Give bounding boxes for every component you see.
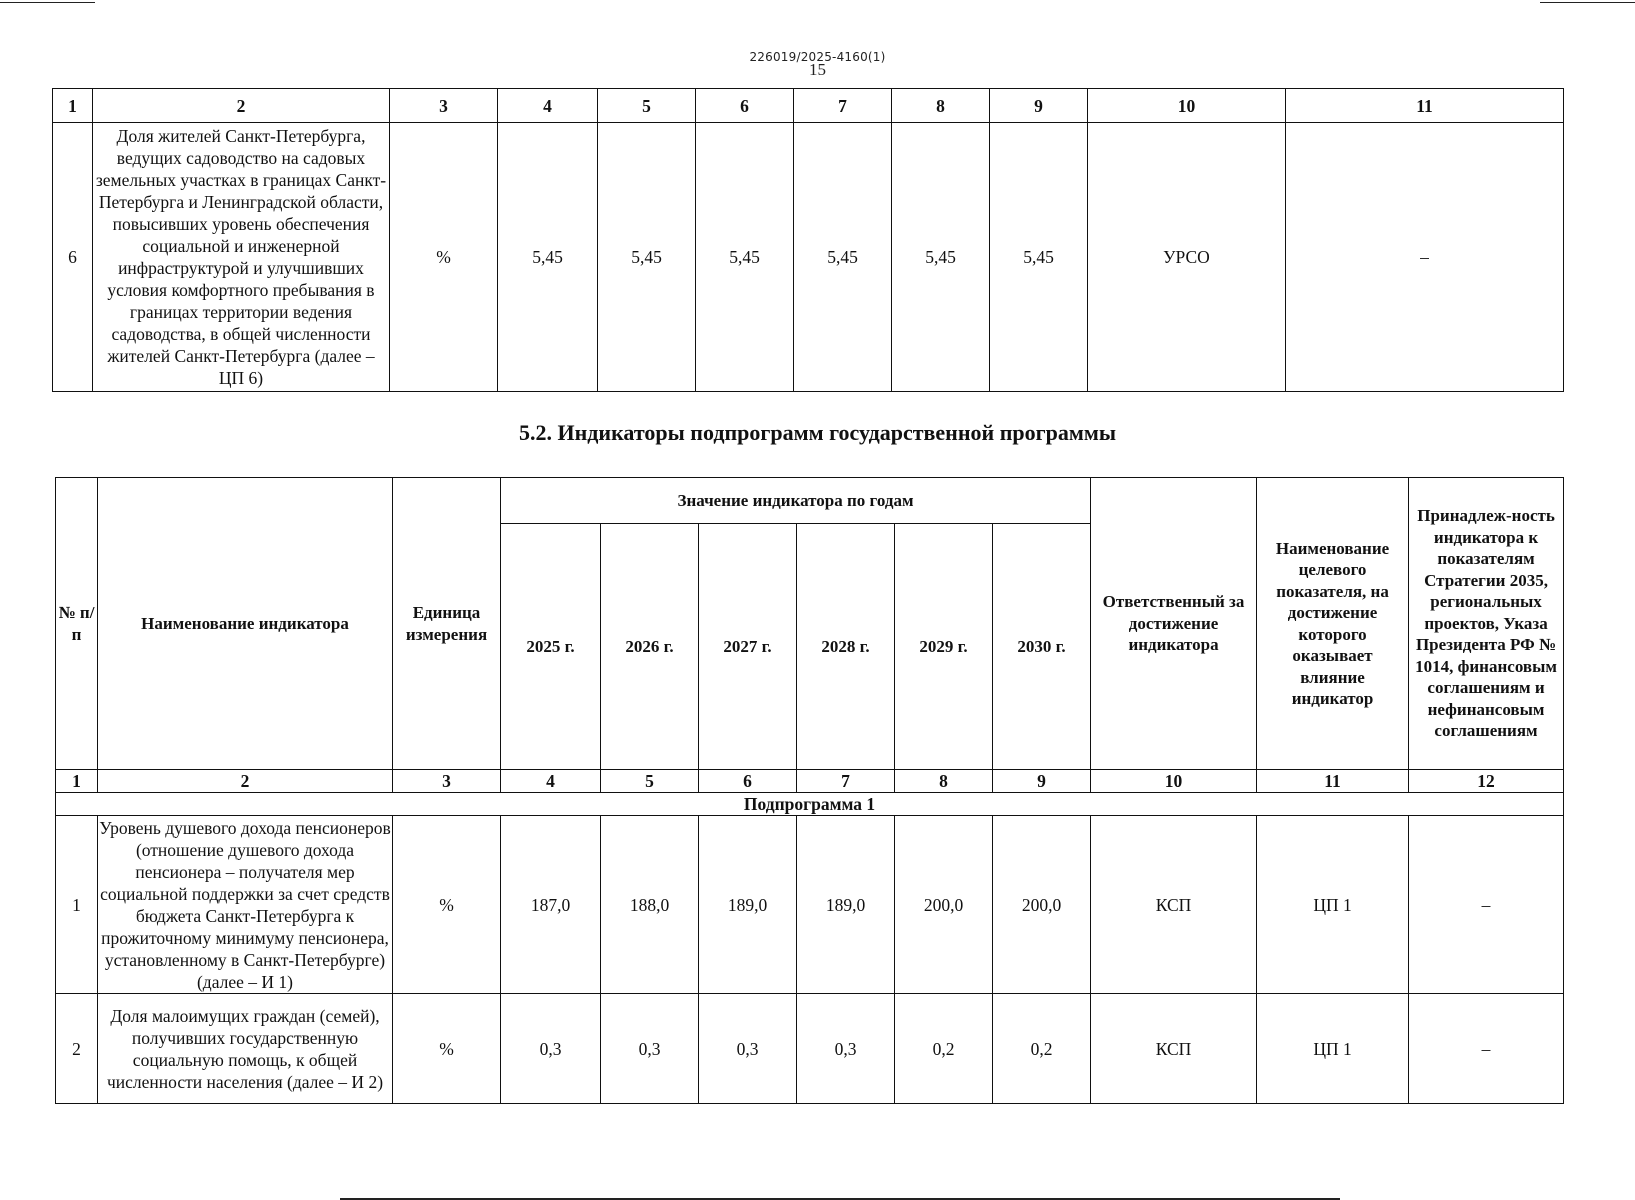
col-num: 2 [98, 770, 393, 793]
header-num: № п/п [56, 478, 98, 770]
header-target: Наименование целевого показателя, на достижение которого оказывает влияние индикатор [1257, 478, 1409, 770]
header-belonging: Принадлеж-ность индикатора к показателям Стратегии 2035, региональных проектов, Указа Президента РФ № 1014, финансовым соглашениям и нефинансовым соглашениям [1409, 478, 1564, 770]
value-cell: 5,45 [696, 123, 794, 392]
col-num: 1 [53, 89, 93, 123]
col-num: 4 [501, 770, 601, 793]
value-cell: 5,45 [794, 123, 892, 392]
header-year: 2030 г. [993, 524, 1091, 770]
row-number: 1 [56, 816, 98, 994]
col-num: 2 [93, 89, 390, 123]
col-num: 8 [892, 89, 990, 123]
column-number-row [56, 770, 1564, 793]
header-year: 2026 г. [601, 524, 699, 770]
indicator-name: Уровень душевого дохода пенсионеров (отношение душевого дохода пенсионера – получателя мер социальной поддержки за счет средств бюджета Санкт-Петербурга к прожиточному минимуму пенсионера, установленному в Санкт-Петербурге) (далее – И 1) [99, 817, 391, 992]
col-num: 3 [393, 770, 501, 793]
col-num: 9 [990, 89, 1088, 123]
value-cell: 187,0 [501, 816, 601, 994]
col-num: 7 [797, 770, 895, 793]
col-num: 5 [601, 770, 699, 793]
col-num: 4 [498, 89, 598, 123]
unit: % [393, 816, 501, 994]
col-num: 6 [699, 770, 797, 793]
col-num: 8 [895, 770, 993, 793]
value-cell: 5,45 [598, 123, 696, 392]
col-num: 11 [1286, 89, 1564, 123]
indicator-table-continuation [52, 88, 1564, 392]
header-values-group: Значение индикатора по годам [501, 478, 1091, 524]
col-num: 5 [598, 89, 696, 123]
belonging: – [1409, 816, 1564, 994]
value-cell: 188,0 [601, 816, 699, 994]
document-id: 226019/2025-4160(1) [749, 50, 886, 64]
col-num: 3 [390, 89, 498, 123]
value-cell: 0,3 [797, 994, 895, 1104]
indicator-name: Доля малоимущих граждан (семей), получивших государственную социальную помощь, к общей численности населения (далее – И 2) [98, 994, 393, 1104]
value-cell: 189,0 [797, 816, 895, 994]
col11-value: – [1286, 123, 1564, 392]
value-cell: 5,45 [498, 123, 598, 392]
header-responsible: Ответственный за достижение индикатора [1091, 478, 1257, 770]
indicator-name: Доля жителей Санкт-Петербурга, ведущих садоводство на садовых земельных участках в границах Санкт-Петербурга и Ленинградской области, повысивших уровень обеспечения социальной и инженерной инфраструктурой и улучшивших условия комфортного пребывания в границах территории ведения садоводства, в общей численности жителей Санкт-Петербурга (далее – ЦП 6) [93, 123, 390, 392]
value-cell: 200,0 [993, 816, 1091, 994]
value-cell: 0,2 [895, 994, 993, 1104]
value-cell: 0,3 [699, 994, 797, 1104]
col-num: 11 [1257, 770, 1409, 793]
value-cell: 0,2 [993, 994, 1091, 1104]
value-cell: 5,45 [892, 123, 990, 392]
column-number-row [53, 89, 1564, 123]
header-unit: Единица измерения [393, 478, 501, 770]
target-indicator: ЦП 1 [1257, 994, 1409, 1104]
scan-border-top-left [0, 2, 95, 3]
col-num: 10 [1088, 89, 1286, 123]
unit: % [393, 994, 501, 1104]
subprogram-label: Подпрограмма 1 [56, 793, 1564, 816]
unit: % [390, 123, 498, 392]
table-row [56, 994, 1564, 1104]
belonging: – [1409, 994, 1564, 1104]
value-cell: 200,0 [895, 816, 993, 994]
header-year: 2029 г. [895, 524, 993, 770]
page-number: 15 [809, 60, 826, 79]
value-cell: 0,3 [501, 994, 601, 1104]
header-year: 2025 г. [501, 524, 601, 770]
scan-border-top-right [1540, 2, 1635, 3]
row-number: 6 [53, 123, 93, 392]
header-year: 2028 г. [797, 524, 895, 770]
col-num: 1 [56, 770, 98, 793]
responsible: УРСО [1088, 123, 1286, 392]
col-num: 9 [993, 770, 1091, 793]
header-name: Наименование индикатора [98, 478, 393, 770]
col-num: 7 [794, 89, 892, 123]
subprogram-indicator-table [55, 477, 1564, 1104]
responsible: КСП [1091, 816, 1257, 994]
table-row [53, 123, 1564, 392]
responsible: КСП [1091, 994, 1257, 1104]
table-row [56, 816, 1564, 994]
col-num: 10 [1091, 770, 1257, 793]
value-cell: 5,45 [990, 123, 1088, 392]
section-title: 5.2. Индикаторы подпрограмм государственной программы [519, 420, 1116, 445]
target-indicator: ЦП 1 [1257, 816, 1409, 994]
subprogram-row [56, 793, 1564, 816]
col-num: 6 [696, 89, 794, 123]
row-number: 2 [56, 994, 98, 1104]
col-num: 12 [1409, 770, 1564, 793]
header-year: 2027 г. [699, 524, 797, 770]
value-cell: 189,0 [699, 816, 797, 994]
value-cell: 0,3 [601, 994, 699, 1104]
